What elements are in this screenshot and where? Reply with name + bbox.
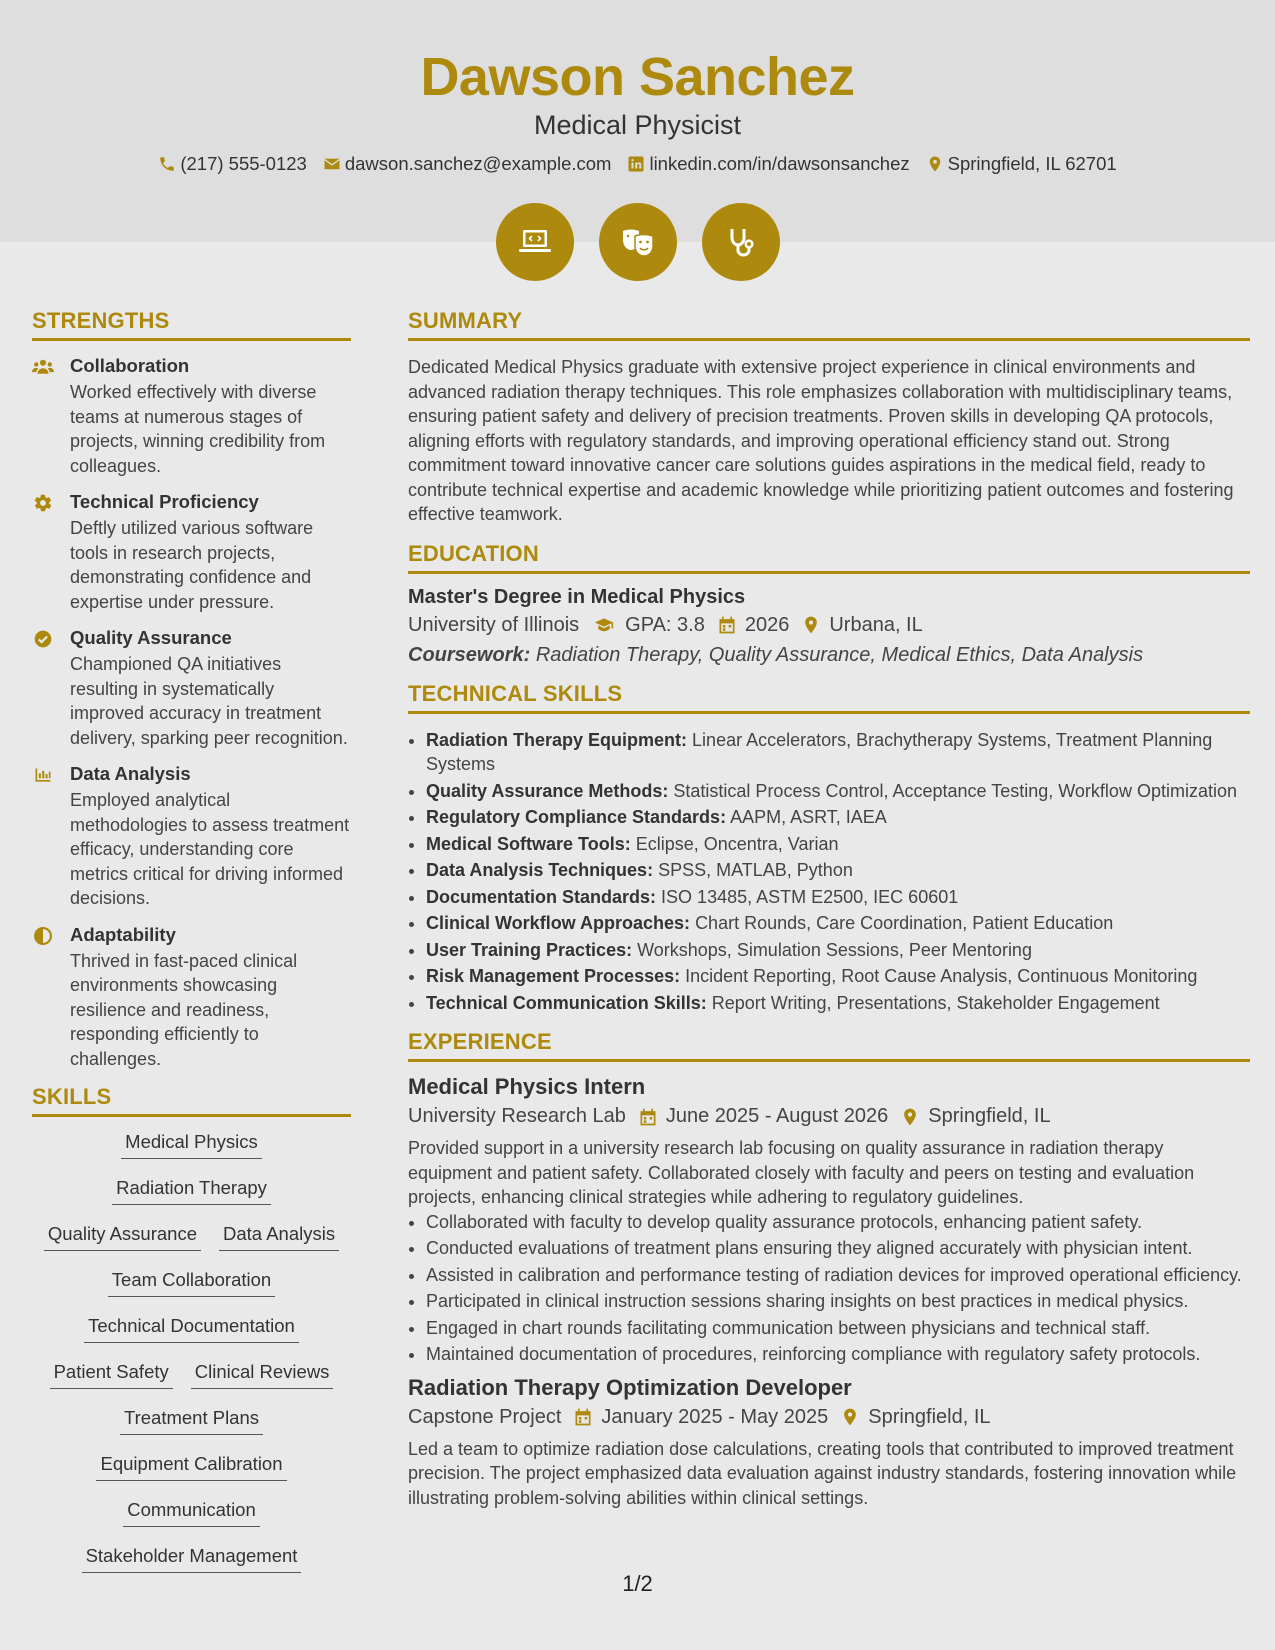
technical-skill-label: Radiation Therapy Equipment:	[426, 729, 688, 750]
strength-item	[32, 763, 351, 911]
school-name: University of Illinois	[408, 613, 580, 636]
degree-title: Master's Degree in Medical Physics	[408, 585, 746, 608]
technical-skill-label: Regulatory Compliance Standards:	[426, 807, 727, 827]
experience-list	[408, 1074, 1250, 1510]
technical-skill-label: Medical Software Tools:	[426, 833, 631, 854]
education-heading: EDUCATION	[408, 541, 1250, 574]
technical-skill-value: Report Writing, Presentations, Stakeholder Engagement	[711, 992, 1160, 1013]
technical-skill-value: Statistical Process Control, Acceptance Testing, Workflow Optimization	[673, 780, 1237, 801]
skill-tag: Medical Physics	[121, 1131, 262, 1159]
technical-skill-label: Clinical Workflow Approaches:	[426, 913, 691, 933]
technical-skills-heading: TECHNICAL SKILLS	[408, 681, 1250, 714]
strength-description: Worked effectively with diverse teams at numerous stages of projects, winning credibility from colleagues.	[70, 382, 326, 476]
strength-item	[32, 627, 351, 750]
linkedin-icon	[627, 155, 645, 173]
job-dates: January 2025 - May 2025	[601, 1405, 829, 1428]
technical-skill-value: SPSS, MATLAB, Python	[658, 860, 853, 880]
job-bullet: • Participated in clinical instruction sessions sharing insights on best practices in medical physics.	[426, 1289, 1250, 1314]
skill-tag: Technical Documentation	[84, 1315, 299, 1343]
summary-heading: SUMMARY	[408, 308, 1250, 341]
strength-item	[32, 491, 351, 614]
technical-skill-value: Chart Rounds, Care Coordination, Patient Education	[695, 913, 1114, 933]
location-text: Springfield, IL 62701	[947, 153, 1117, 174]
strength-description: Employed analytical methodologies to assess treatment efficacy, understanding core metrics critical for driving informed decisions.	[70, 790, 350, 908]
job-bullets	[408, 1210, 1250, 1367]
technical-skill-item	[426, 728, 1250, 777]
badge-masks	[599, 203, 677, 281]
map-pin-icon	[840, 1407, 860, 1427]
stethoscope-icon	[721, 222, 761, 262]
calendar-icon	[717, 615, 737, 635]
strengths-list	[32, 355, 351, 1071]
technical-skill-item	[426, 832, 1250, 857]
technical-skill-label: Data Analysis Techniques:	[426, 860, 654, 880]
contact-linkedin[interactable]	[627, 153, 909, 175]
technical-skill-label: User Training Practices:	[426, 939, 633, 960]
envelope-icon	[323, 155, 341, 173]
technical-skills-list	[408, 728, 1250, 1016]
technical-skill-value: Workshops, Simulation Sessions, Peer Mentoring	[637, 939, 1032, 960]
gpa-text: GPA: 3.8	[625, 613, 705, 636]
technical-skill-value: AAPM, ASRT, IAEA	[730, 807, 887, 827]
technical-skill-value: Linear Accelerators, Brachytherapy Systems, Treatment Planning Systems	[426, 729, 1213, 774]
contact-row	[0, 153, 1275, 175]
technical-skill-value: Eclipse, Oncentra, Varian	[635, 833, 839, 854]
strength-title: Collaboration	[70, 355, 190, 376]
coursework-list: Radiation Therapy, Quality Assurance, Medical Ethics, Data Analysis	[535, 643, 1144, 666]
job-bullet: • Collaborated with faculty to develop quality assurance protocols, enhancing patient safety.	[426, 1210, 1250, 1235]
job-description: Led a team to optimize radiation dose calculations, creating tools that contributed to improved treatment precision. The project emphasized data evaluation against industry standards, fostering innovation while illustrating problem-solving abilities within clinical settings.	[408, 1438, 1237, 1508]
job-organization: Capstone Project	[408, 1405, 562, 1428]
email-text: dawson.sanchez@example.com	[344, 153, 612, 174]
job-entry	[408, 1074, 1250, 1367]
left-column	[32, 308, 351, 1573]
technical-skill-item	[426, 991, 1250, 1016]
job-bullet: • Assisted in calibration and performance testing of radiation devices for improved operational efficiency.	[426, 1263, 1250, 1288]
candidate-name: Dawson Sanchez	[420, 47, 855, 107]
technical-skill-item	[426, 805, 1250, 830]
phone-text: (217) 555-0123	[180, 153, 307, 174]
gear-icon	[32, 491, 56, 614]
page-number: 1/2	[622, 1571, 653, 1596]
skill-tag: Data Analysis	[219, 1223, 339, 1251]
experience-heading: EXPERIENCE	[408, 1029, 1250, 1062]
right-column	[408, 308, 1250, 1510]
strength-description: Championed QA initiatives resulting in systematically improved accuracy in treatment delivery, sparking peer recognition.	[70, 654, 348, 748]
phone-icon	[158, 155, 176, 173]
linkedin-text: linkedin.com/in/dawsonsanchez	[649, 153, 910, 174]
technical-skill-label: Documentation Standards:	[426, 886, 657, 907]
job-organization: University Research Lab	[408, 1105, 626, 1127]
candidate-role: Medical Physicist	[533, 110, 742, 140]
school-location: Urbana, IL	[829, 613, 923, 636]
contact-email[interactable]	[323, 153, 612, 175]
job-meta	[408, 1105, 1250, 1128]
contact-location	[926, 153, 1117, 175]
strength-description: Deftly utilized various software tools in research projects, demonstrating confidence and expertise under pressure.	[70, 518, 314, 612]
summary-text: Dedicated Medical Physics graduate with extensive project experience in clinical environments and advanced radiation therapy techniques. This role emphasizes collaboration with multidisciplinary teams, ensuring patient safety and delivery of precision treatments. Proven skills in developing QA protocols, aligning efforts with regulatory standards, and improving operational efficiency stand out. Strong commitment toward innovative cancer care solutions guides aspirations in the medical field, ready to contribute technical expertise and academic knowledge while prioritizing patient outcomes and fostering effective teamwork.	[408, 357, 1234, 524]
strengths-heading: STRENGTHS	[32, 308, 351, 341]
technical-skill-label: Technical Communication Skills:	[426, 992, 707, 1013]
skill-tag: Stakeholder Management	[82, 1545, 302, 1573]
strength-title: Technical Proficiency	[70, 491, 259, 512]
contact-phone[interactable]	[158, 153, 307, 175]
map-pin-icon	[900, 1107, 920, 1127]
job-location: Springfield, IL	[868, 1405, 991, 1428]
users-icon	[32, 355, 56, 478]
map-pin-icon	[801, 615, 821, 635]
half-circle-icon	[32, 924, 56, 1072]
technical-skill-label: Quality Assurance Methods:	[426, 780, 669, 801]
check-circle-icon	[32, 627, 56, 750]
skill-tag: Communication	[123, 1499, 260, 1527]
strength-item	[32, 355, 351, 478]
skill-tag: Quality Assurance	[44, 1223, 201, 1251]
technical-skill-value: ISO 13485, ASTM E2500, IEC 60601	[661, 886, 959, 907]
technical-skill-item	[426, 964, 1250, 989]
calendar-icon	[638, 1107, 658, 1127]
badge-icons-row	[0, 203, 1275, 281]
laptop-code-icon	[515, 222, 555, 262]
job-bullet: • Engaged in chart rounds facilitating communication between physicians and technical staff.	[426, 1316, 1250, 1341]
graduation-cap-icon	[591, 615, 617, 635]
coursework	[408, 644, 1250, 667]
job-entry	[408, 1375, 1250, 1511]
skill-tag: Team Collaboration	[108, 1269, 275, 1297]
strength-title: Quality Assurance	[70, 627, 232, 648]
skills-list	[32, 1131, 351, 1573]
job-dates: June 2025 - August 2026	[665, 1105, 889, 1127]
education-meta	[408, 614, 1250, 637]
job-description: Provided support in a university research lab focusing on quality assurance in radiation therapy equipment and patient safety. Collaborated closely with faculty and peers on testing and evaluation projects, enhancing clinical strategies while adhering to regulatory guidelines.	[408, 1138, 1195, 1207]
technical-skill-item	[426, 911, 1250, 936]
technical-skill-item	[426, 779, 1250, 804]
strength-title: Adaptability	[70, 923, 176, 945]
strength-item	[32, 924, 351, 1072]
skill-tag: Treatment Plans	[120, 1407, 263, 1435]
technical-skill-label: Risk Management Processes:	[426, 966, 681, 986]
badge-stethoscope	[702, 203, 780, 281]
map-pin-icon	[926, 155, 944, 173]
skills-heading: SKILLS	[32, 1084, 351, 1117]
coursework-label: Coursework:	[408, 643, 531, 666]
skill-tag: Patient Safety	[50, 1361, 173, 1389]
theater-masks-icon	[618, 222, 658, 262]
strength-title: Data Analysis	[70, 763, 191, 784]
technical-skill-value: Incident Reporting, Root Cause Analysis, Continuous Monitoring	[685, 966, 1198, 986]
job-bullet: • Maintained documentation of procedures, reinforcing compliance with regulatory safety protocols.	[426, 1342, 1250, 1367]
skill-tag: Clinical Reviews	[191, 1361, 334, 1389]
job-title: Medical Physics Intern	[408, 1074, 646, 1099]
graduation-year: 2026	[744, 613, 790, 636]
calendar-icon	[573, 1407, 593, 1427]
technical-skill-item	[426, 885, 1250, 910]
job-location: Springfield, IL	[928, 1105, 1051, 1127]
badge-laptop	[496, 203, 574, 281]
job-bullet: • Conducted evaluations of treatment plans ensuring they aligned accurately with physician intent.	[426, 1236, 1250, 1261]
bar-chart-icon	[32, 763, 56, 911]
technical-skill-item	[426, 938, 1250, 963]
job-title: Radiation Therapy Optimization Developer	[408, 1374, 852, 1400]
job-meta	[408, 1406, 1250, 1429]
strength-description: Thrived in fast-paced clinical environments showcasing resilience and readiness, responding efficiently to challenges.	[70, 950, 298, 1069]
skill-tag: Radiation Therapy	[112, 1177, 271, 1205]
technical-skill-item	[426, 858, 1250, 883]
skill-tag: Equipment Calibration	[96, 1453, 286, 1481]
